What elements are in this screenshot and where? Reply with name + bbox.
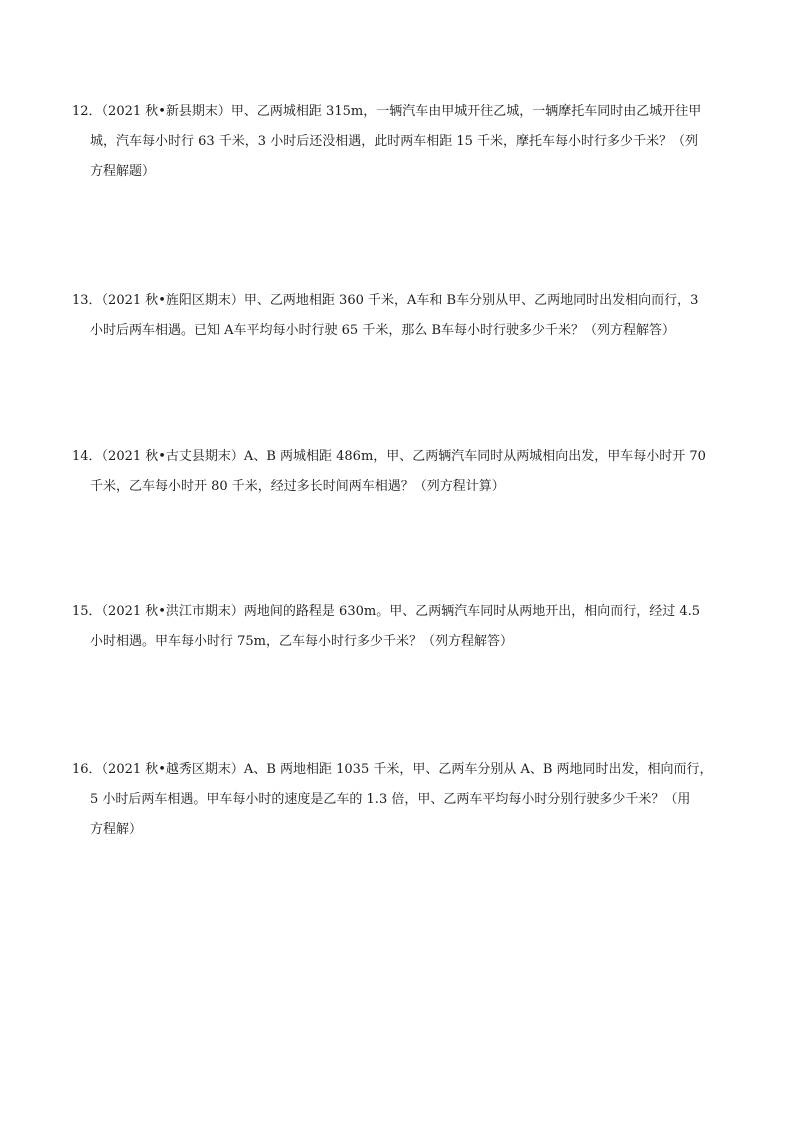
problem-13 xyxy=(72,286,732,346)
problem-16 xyxy=(72,755,732,845)
problem-12-line-3: 方程解题） xyxy=(90,164,156,179)
problem-13-line-2: 小时后两车相遇。已知 A车平均每小时行驶 65 千米，那么 B车每小时行驶多少千米？（列方程解答） xyxy=(90,323,676,338)
problem-16-line-1: 16．（2021 秋•越秀区期末）A、B 两地相距 1035 千米，甲、乙两车分别从 A、B 两地同时出发，相向而行， xyxy=(72,762,713,777)
problem-14-line-2: 千米，乙车每小时开 80 千米，经过多长时间两车相遇？（列方程计算） xyxy=(90,479,505,494)
problem-16-line-2: 5 小时后两车相遇。甲车每小时的速度是乙车的 1.3 倍，甲、乙两车平均每小时分别行驶多少千米？（用 xyxy=(90,792,691,807)
problem-16-line-3: 方程解） xyxy=(90,822,143,837)
problem-14 xyxy=(72,442,732,502)
problem-15 xyxy=(72,597,732,657)
problem-15-line-1: 15．（2021 秋•洪江市期末）两地间的路程是 630m。甲、乙两辆汽车同时从两地开出，相向而行，经过 4.5 xyxy=(72,604,701,619)
problem-12-line-2: 城，汽车每小时行 63 千米，3 小时后还没相遇，此时两车相距 15 千米，摩托车每小时行多少千米？（列 xyxy=(90,134,699,149)
problem-14-line-1: 14．（2021 秋•古丈县期末）A、B 两城相距 486m，甲、乙两辆汽车同时从两城相向出发，甲车每小时开 70 xyxy=(72,449,706,464)
problem-12 xyxy=(72,97,732,187)
problem-15-line-2: 小时相遇。甲车每小时行 75m，乙车每小时行多少千米？（列方程解答） xyxy=(90,634,514,649)
problem-12-line-1: 12．（2021 秋•新县期末）甲、乙两城相距 315m，一辆汽车由甲城开往乙城，一辆摩托车同时由乙城开往甲 xyxy=(72,104,702,119)
problem-13-line-1: 13．（2021 秋•旌阳区期末）甲、乙两地相距 360 千米，A车和 B车分别从甲、乙两地同时出发相向而行，3 xyxy=(72,293,699,308)
